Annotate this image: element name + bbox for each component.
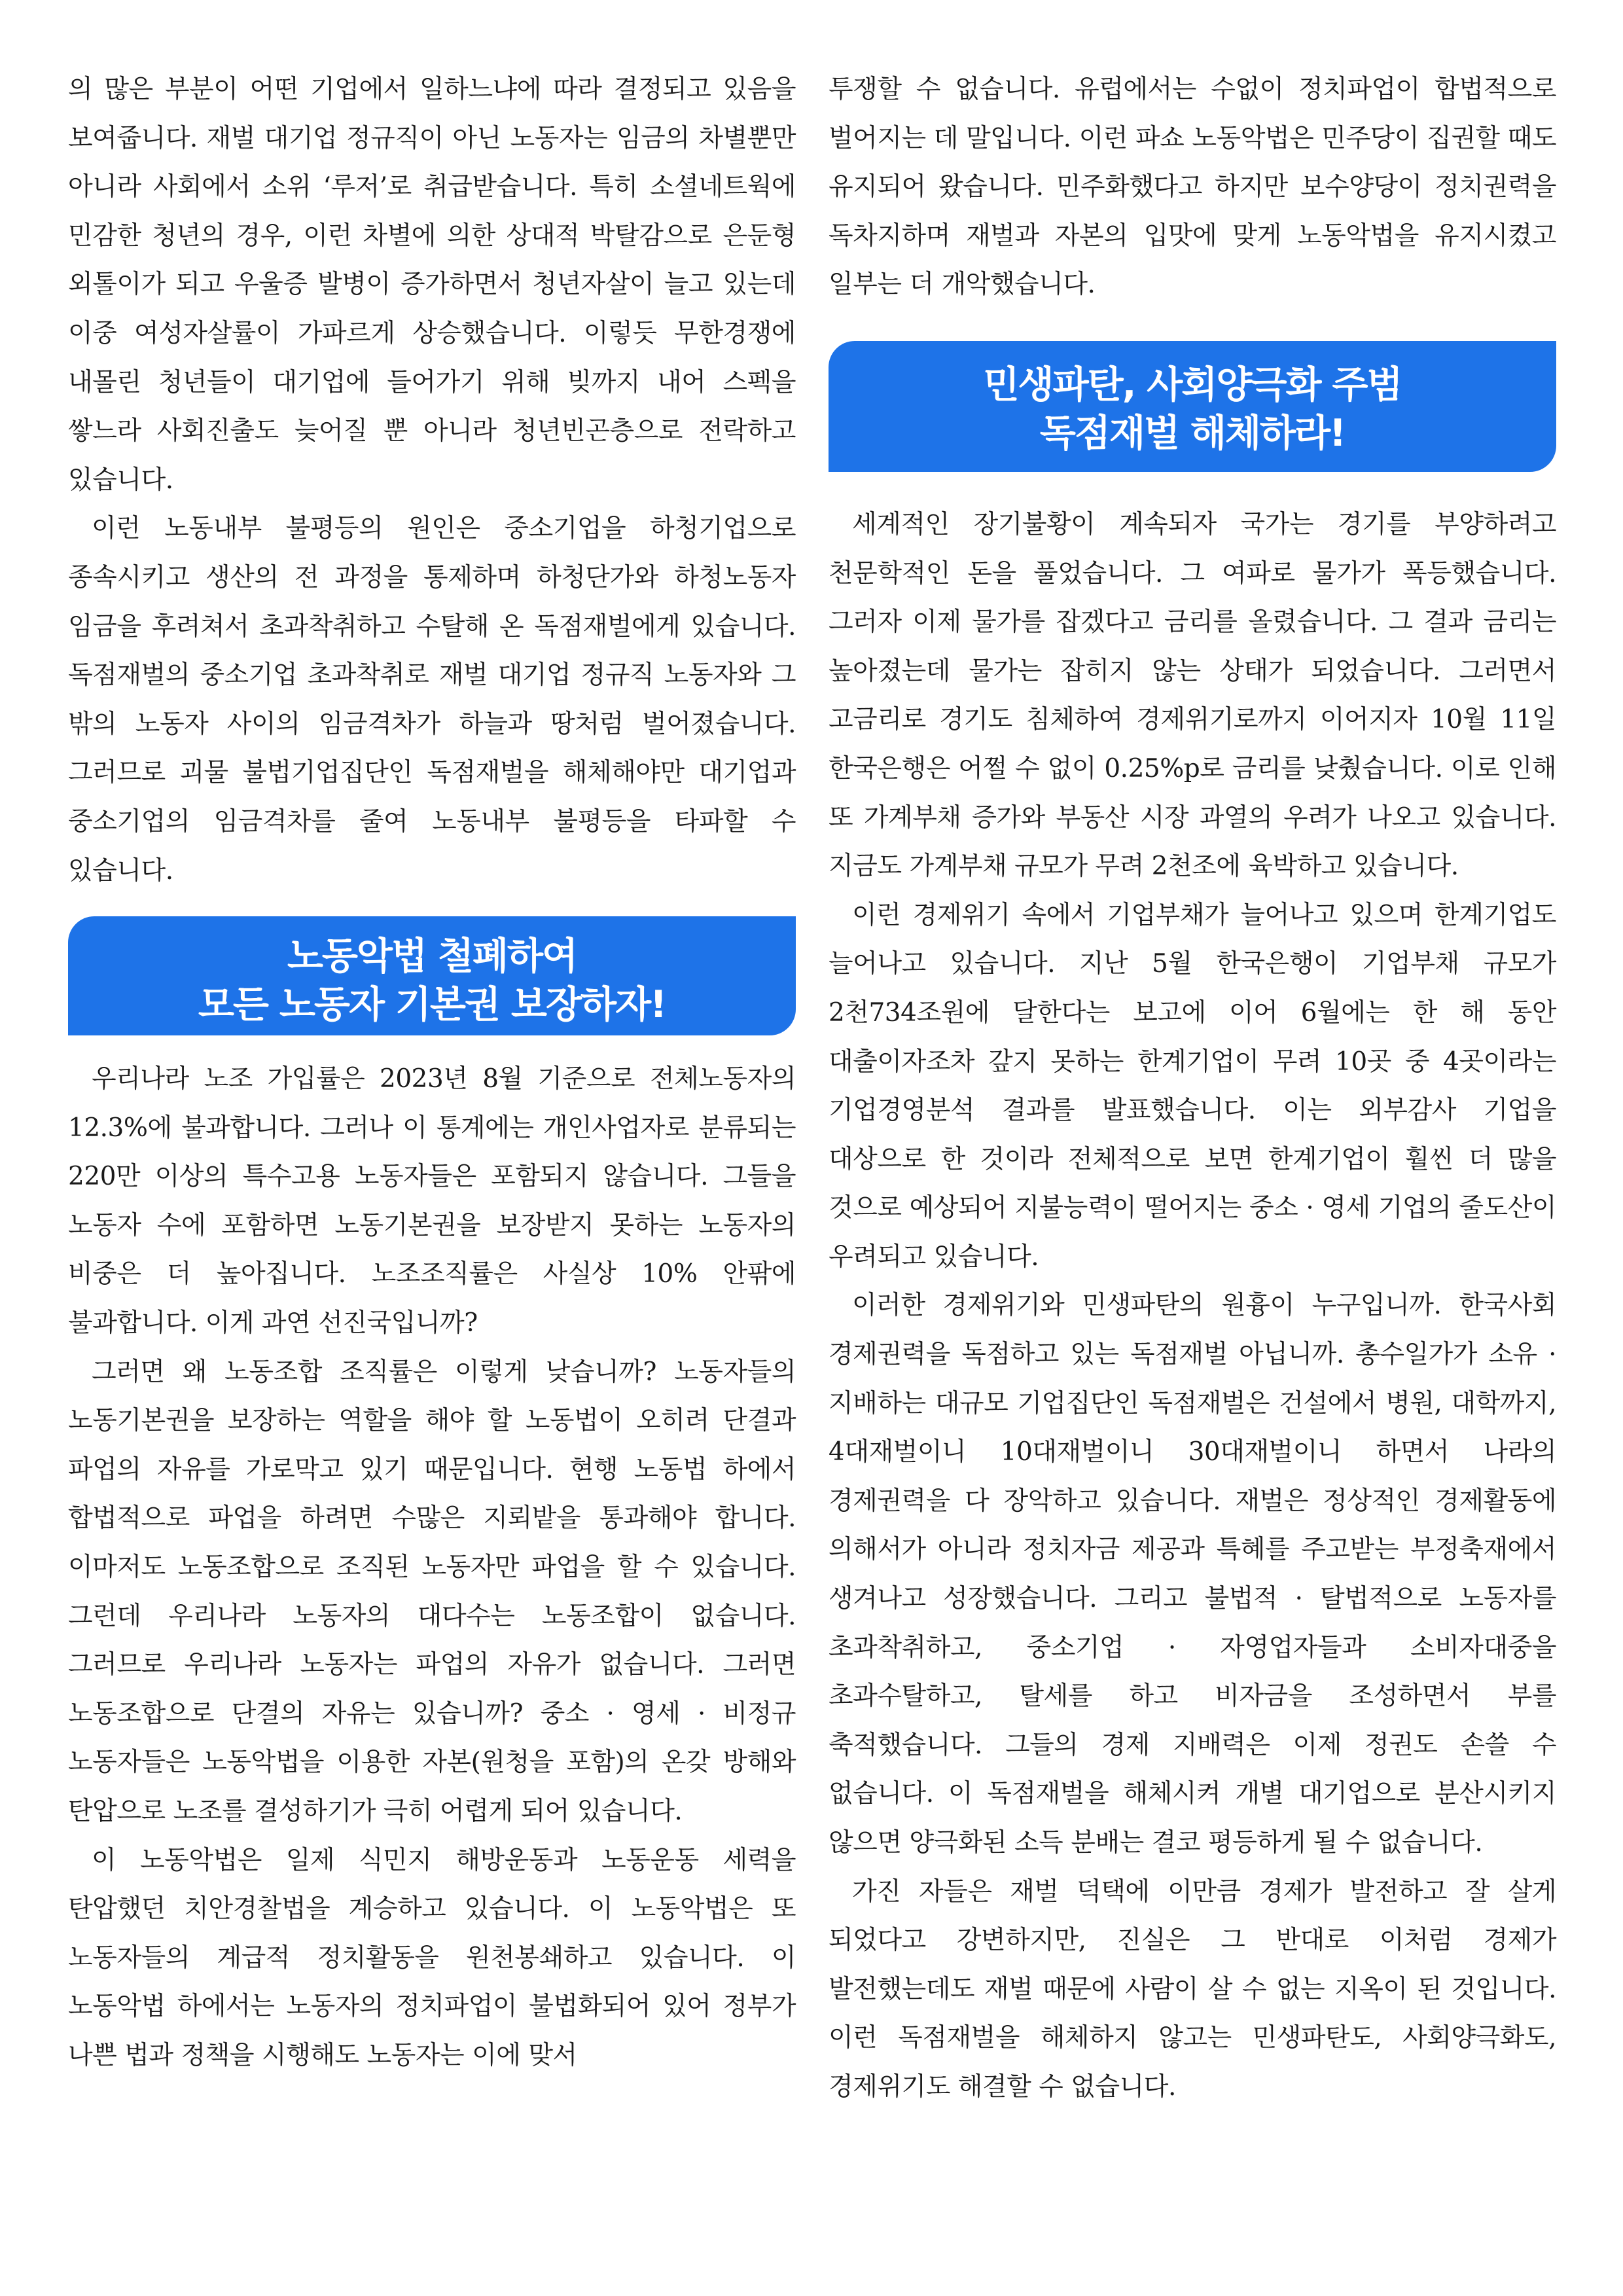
left-column — [68, 65, 796, 2081]
body-paragraph: 투쟁할 수 없습니다. 유럽에서는 수없이 정치파업이 합법적으로 벌어지는 데 말입니다. 이런 파쇼 노동악법은 민주당이 집권할 때도 유지되어 왔습니다. 민주화했다고 하지만 보수양당이 정치권력을 독차지하며 재벌과 자본의 입맛에 맞게 노동악법을 유지시켰고 일부는 더 개악했습니다. — [829, 75, 1556, 300]
body-paragraph: 우리나라 노조 가입률은 2023년 8월 기준으로 전체노동자의 12.3%에 불과합니다. 그러나 이 통계에는 개인사업자로 분류되는 220만 이상의 특수고용 노동자들은 포함되지 않습니다. 그들을 노동자 수에 포함하면 노동기본권을 보장받지 못하는 노동자의 비중은 더 높아집니다. 노조조직률은 사실상 10% 안팎에 불과합니다. 이게 과연 선진국입니까? — [68, 1064, 796, 1338]
body-paragraph: 이런 노동내부 불평등의 원인은 중소기업을 하청기업으로 종속시키고 생산의 전 과정을 통제하며 하청단가와 하청노동자 임금을 후려쳐서 초과착취하고 수탈해 온 독점재벌에게 있습니다. 독점재벌의 중소기업 초과착취로 재벌 대기업 정규직 노동자와 그 밖의 노동자 사이의 임금격차가 하늘과 땅처럼 벌어졌습니다. 그러므로 괴물 불법기업집단인 독점재벌을 해체해야만 대기업과 중소기업의 임금격차를 줄여 노동내부 불평등을 타파할 수 있습니다. — [68, 514, 796, 886]
body-paragraph: 가진 자들은 재벌 덕택에 이만큼 경제가 발전하고 잘 살게 되었다고 강변하지만, 진실은 그 반대로 이처럼 경제가 발전했는데도 재벌 때문에 사람이 살 수 없는 지옥이 된 것입니다. 이런 독점재벌을 해체하지 않고는 민생파탄도, 사회양극화도, 경제위기도 해결할 수 없습니다. — [829, 1876, 1556, 2102]
banner-title-line-2: 독점재벌 해체하라! — [1039, 411, 1346, 455]
banner-title-line-2: 모든 노동자 기본권 보장하자! — [198, 983, 666, 1027]
body-paragraph: 이 노동악법은 일제 식민지 해방운동과 노동운동 세력을 탄압했던 치안경찰법을 계승하고 있습니다. 이 노동악법은 또 노동자들의 계급적 정치활동을 원천봉쇄하고 있습니다. 이 노동악법 하에서는 노동자의 정치파업이 불법화되어 있어 정부가 나쁜 법과 정책을 시행해도 노동자는 이에 맞서 — [68, 1845, 796, 2070]
banner-title-line-1: 노동악법 철폐하여 — [287, 935, 577, 978]
section-heading-banner — [68, 916, 796, 1035]
body-paragraph: 의 많은 부분이 어떤 기업에서 일하느냐에 따라 결정되고 있음을 보여줍니다. 재벌 대기업 정규직이 아닌 노동자는 임금의 차별뿐만 아니라 사회에서 소위 ‘루저’로 취급받습니다. 특히 소셜네트웍에 민감한 청년의 경우, 이런 차별에 의한 상대적 박탈감으로 은둔형 외톨이가 되고 우울증 발병이 증가하면서 청년자살이 늘고 있는데 이중 여성자살률이 가파르게 상승했습니다. 이렇듯 무한경쟁에 내몰린 청년들이 대기업에 들어가기 위해 빚까지 내어 스펙을 쌓느라 사회진출도 늦어질 뿐 아니라 청년빈곤층으로 전락하고 있습니다. — [68, 75, 796, 495]
body-paragraph: 세계적인 장기불황이 계속되자 국가는 경기를 부양하려고 천문학적인 돈을 풀었습니다. 그 여파로 물가가 폭등했습니다. 그러자 이제 물가를 잡겠다고 금리를 올렸습니다. 그 결과 금리는 높아졌는데 물가는 잡히지 않는 상태가 되었습니다. 그러면서 고금리로 경기도 침체하여 경제위기로까지 이어지자 10월 11일 한국은행은 어쩔 수 없이 0.25%p로 금리를 낮췄습니다. 이로 인해 또 가계부채 증가와 부동산 시장 과열의 우려가 나오고 있습니다. 지금도 가계부채 규모가 무려 2천조에 육박하고 있습니다. — [829, 509, 1556, 882]
body-paragraph: 그러면 왜 노동조합 조직률은 이렇게 낮습니까? 노동자들의 노동기본권을 보장하는 역할을 해야 할 노동법이 오히려 단결과 파업의 자유를 가로막고 있기 때문입니다. 현행 노동법 하에서 합법적으로 파업을 하려면 수많은 지뢰밭을 통과해야 합니다. 이마저도 노동조합으로 조직된 노동자만 파업을 할 수 있습니다. 그런데 우리나라 노동자의 대다수는 노동조합이 없습니다. 그러므로 우리나라 노동자는 파업의 자유가 없습니다. 그러면 노동조합으로 단결의 자유는 있습니까? 중소 · 영세 · 비정규 노동자들은 노동악법을 이용한 자본(원청을 포함)의 온갖 방해와 탄압으로 노조를 결성하기가 극히 어렵게 되어 있습니다. — [68, 1357, 796, 1826]
body-paragraph: 이런 경제위기 속에서 기업부채가 늘어나고 있으며 한계기업도 늘어나고 있습니다. 지난 5월 한국은행이 기업부채 규모가 2천734조원에 달한다는 보고에 이어 6월에는 한 해 동안 대출이자조차 갚지 못하는 한계기업이 무려 10곳 중 4곳이라는 기업경영분석 결과를 발표했습니다. 이는 외부감사 기업을 대상으로 한 것이라 전체적으로 보면 한계기업이 훨씬 더 많을 것으로 예상되어 지불능력이 떨어지는 중소 · 영세 기업의 줄도산이 우려되고 있습니다. — [829, 900, 1556, 1272]
body-paragraph: 이러한 경제위기와 민생파탄의 원흉이 누구입니까. 한국사회 경제권력을 독점하고 있는 독점재벌 아닙니까. 총수일가가 소유 · 지배하는 대규모 기업집단인 독점재벌은 건설에서 병원, 대학까지, 4대재벌이니 10대재벌이니 30대재벌이니 하면서 나라의 경제권력을 다 장악하고 있습니다. 재벌은 정상적인 경제활동에 의해서가 아니라 정치자금 제공과 특혜를 주고받는 부정축재에서 생겨나고 성장했습니다. 그리고 불법적 · 탈법적으로 노동자를 초과착취하고, 중소기업 · 자영업자들과 소비자대중을 초과수탈하고, 탈세를 하고 비자금을 조성하면서 부를 축적했습니다. 그들의 경제 지배력은 이제 정권도 손쓸 수 없습니다. 이 독점재벌을 해체시켜 개별 대기업으로 분산시키지 않으면 양극화된 소득 분배는 결코 평등하게 될 수 없습니다. — [829, 1291, 1556, 1857]
banner-title-line-1: 민생파탄, 사회양극화 주범 — [983, 363, 1402, 406]
right-column — [829, 65, 1556, 2112]
section-heading-banner — [829, 341, 1556, 472]
